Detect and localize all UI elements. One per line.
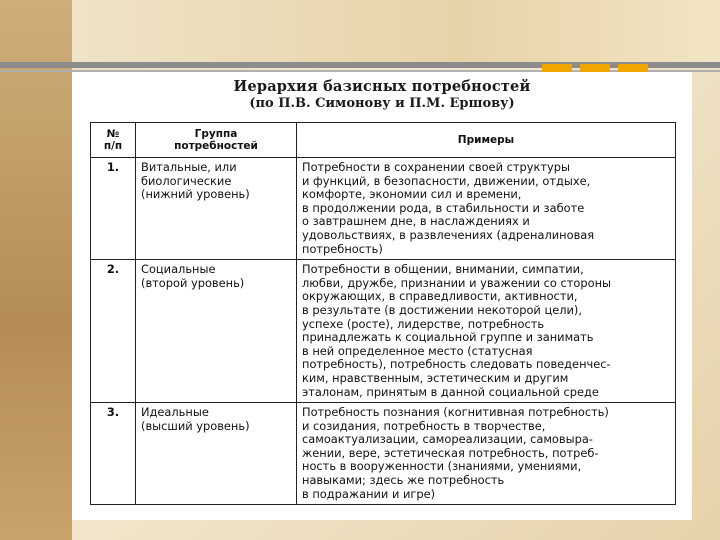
background-decoration-left xyxy=(0,0,72,540)
slide-content-image xyxy=(72,72,692,520)
document-subtitle: (по П.В. Симонову и П.М. Ершову) xyxy=(249,96,515,111)
table-row xyxy=(91,403,676,505)
row-examples: Потребности в сохранении своей структуры и функций, в безопасности, движении, отдыхе, комфорте, экономии сил и времени, в продолжении рода, в стабильности и заботе о завтрашнем дне, в наслаждениях и удовольствиях, в развлечениях (адреналиновая потребность) xyxy=(297,158,676,260)
row-group: Витальные, или биологические (нижний уровень) xyxy=(136,158,297,260)
row-number: 2. xyxy=(91,260,136,403)
needs-table xyxy=(90,122,676,505)
header-divider xyxy=(0,62,720,68)
document-title: Иерархия базисных потребностей xyxy=(233,78,531,95)
row-number: 1. xyxy=(91,158,136,260)
row-number: 3. xyxy=(91,403,136,505)
row-examples: Потребности в общении, внимании, симпатии, любви, дружбе, признании и уважении со стороны окружающих, в справедливости, активности, в результате (в достижении некоторой цели), успехе (росте), лидерстве, потребность принадлежать к социальной группе и занимать в ней определенное место (статусная потребность), потребность следовать поведенчес- ким, нравственным, эстетическим и другим эталонам, принятым в данной социальной среде xyxy=(297,260,676,403)
table-header-row xyxy=(91,123,676,158)
header-number: № п/п xyxy=(91,123,136,158)
row-examples: Потребность познания (когнитивная потребность) и созидания, потребность в творчестве, самоактуализации, самореализации, самовыра- жении, вере, эстетическая потребность, потреб- ность в вооруженности (знаниями, умениями, навыками; здесь же потребность в подражании и игре) xyxy=(297,403,676,505)
table-row xyxy=(91,260,676,403)
row-group: Идеальные (высший уровень) xyxy=(136,403,297,505)
header-examples: Примеры xyxy=(297,123,676,158)
row-group: Социальные (второй уровень) xyxy=(136,260,297,403)
header-group: Группа потребностей xyxy=(136,123,297,158)
table-row xyxy=(91,158,676,260)
background-decoration-top xyxy=(72,0,720,62)
